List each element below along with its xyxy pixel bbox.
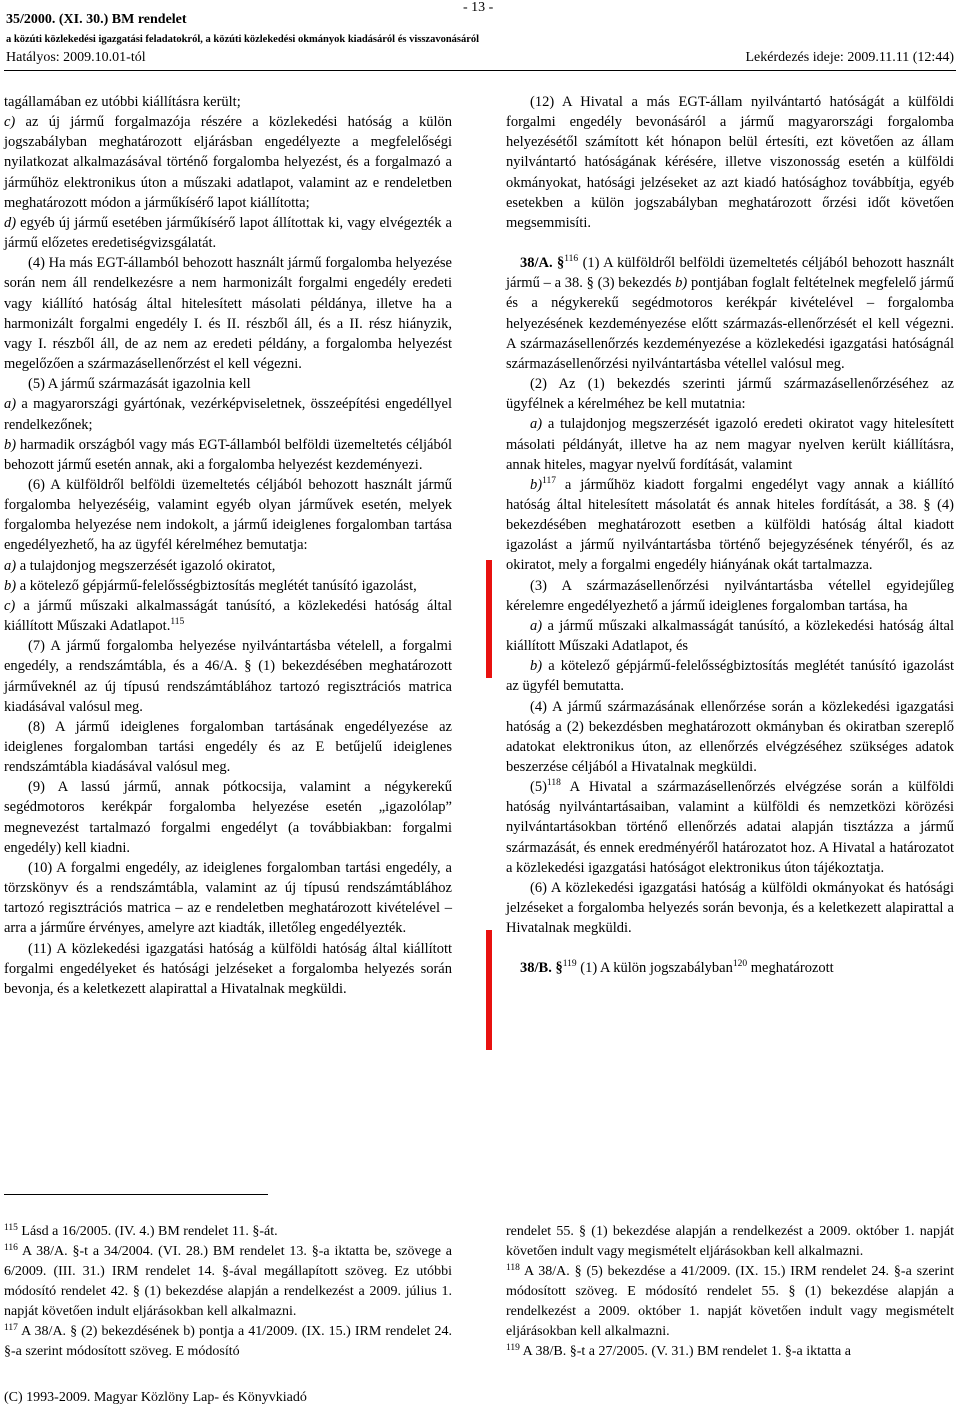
paragraph: a) a tulajdonjog megszerzését igazoló eredeti okiratot vagy hitelesített másolati példányát, illetve ha az nem magyar nyelven került kiállításra, annak hiteles, magyar nyelvű fordítását, valamint xyxy=(506,416,954,473)
footnote-ref[interactable]: 116 xyxy=(564,254,579,265)
footnote: $^{118}$ A 38/A. § (5) bekezdése a 41/2009. (IX. 15.) IRM rendelet 24. §-a szerint módosított szöveg. E módosító rendelet 55. § (1) bekezdése alapján a rendelkezést a 2009. október 1. napját követően indult vagy megismételt eljárásokban kell alkalmazni. xyxy=(506,1263,954,1339)
right-column xyxy=(506,92,954,979)
footnote: $^{119}$ A 38/B. §-t a 27/2005. (V. 31.) BM rendelet 1. §-a iktatta a xyxy=(506,1343,851,1359)
copyright-notice: (C) 1993-2009. Magyar Közlöny Lap- és Könyvkiadó xyxy=(4,1390,307,1405)
footnote: $^{116}$ A 38/A. §-t a 34/2004. (VI. 28.) BM rendelet 13. §-a iktatta be, szövege a 6/2009. (III. 31.) IRM rendelet 14. §-ával megállapított szöveg. Ez utóbbi módosító rendelet 42. § (1) bekezdése alapján a rendelkezést a 2009. július 1. napját követően indult eljárásokban kell alkalmazni. xyxy=(4,1243,452,1319)
paragraph: (4) A jármű származásának ellenőrzése során a közlekedési igazgatási hatóság a (2) bekezdésben meghatározott okmányban és okiratban szereplő adatokat elektronikus úton, az ellenőrzés elvégzéséhez szükséges adatok beszerzése céljából a Hivatalnak megküldi. xyxy=(506,698,954,775)
page-number: - 13 - xyxy=(463,0,494,15)
footnote-ref[interactable]: 118 xyxy=(546,778,561,789)
query-time: Lekérdezés ideje: 2009.11.11 (12:44) xyxy=(745,50,954,65)
left-column xyxy=(4,92,452,999)
paragraph: (8) A jármű ideiglenes forgalomban tartásának engedélyezése az ideiglenes forgalomban tartási engedély és az E betűjelű ideiglenes rendszámtábla kiadásával valósul meg. xyxy=(4,718,452,776)
paragraph: (3) A származásellenőrzési nyilvántartásba vétellel egyidejűleg kérelemre engedélyezhető a jármű ideiglenes forgalomban tartása, ha xyxy=(506,577,954,614)
paragraph: (6) A külföldről belföldi üzemeltetés céljából behozott használt jármű forgalomba helyezéséig, valamint egyéb olyan járművek esetén, melyek forgalomba helyezése nem indokolt, a jármű ideiglenes forgalomban tartása engedélyezhető, ha az ügyfél kérelméhez bemutatja: xyxy=(4,476,452,554)
footnote-ref[interactable]: 120 xyxy=(732,959,748,970)
paragraph: (5) A jármű származását igazolnia kell xyxy=(28,376,251,393)
paragraph: c) az új jármű forgalmazója részére a közlekedési hatóság a külön jogszabályban meghatározott eljárásban engedélyezte a megfelelőségi nyilatkozat alkalmazásával történő forgalomba helyezést, és a forgalmazó a járműhöz elektronikus úton a műszaki adatlapot, valamint az e rendeletben meghatározott módon a járműkísérő lapot kiállította; xyxy=(4,114,452,211)
footnote: $^{117}$ A 38/A. § (2) bekezdésének b) pontja a 41/2009. (IX. 15.) IRM rendelet 24. §-a szerint módosított szöveg. E módosító xyxy=(4,1323,452,1359)
footnote-divider xyxy=(4,1194,268,1195)
paragraph: (12) A Hivatal a más EGT-állam nyilvántartó hatóságát a külföldi forgalmi engedély bevonásáról a jármű magyarországi forgalomba helyezésétől számított két hónapon belül értesíti, ezt követően az állam nyilvántartó hatóságának kérésére, illetve viszonosság esetén a külföldi okmányokat, hatósági jelzéseket az azt kiadó hatósághoz továbbítja, egyéb esetekben a külön jogszabályban meghatározott őrzési időt követően megsemmisíti. xyxy=(506,94,954,231)
paragraph: b) harmadik országból vagy más EGT-államból belföldi üzemeltetés céljából behozott jármű esetén annak, aki a forgalomba helyezést kezdeményezi. xyxy=(4,436,452,473)
footnote: rendelet 55. § (1) bekezdése alapján a rendelkezést a 2009. október 1. napját követően indult vagy megismételt eljárásokban kell alkalmazni. xyxy=(506,1224,954,1259)
effective-date: Hatályos: 2009.10.01-tól xyxy=(6,50,146,65)
paragraph: d) egyéb új jármű esetében járműkísérő lapot állítottak ki, vagy elvégezték a jármű előzetes eredetiségvizsgálatát. xyxy=(4,214,452,252)
paragraph: (7) A jármű forgalomba helyezése nyilvántartásba vételell, a forgalmi engedély, a rendszámtábla, és a 46/A. § (1) bekezdésében meghatározott járműveknél az új típusú rendszámtáblához tartozó regisztrációs matrica kiadásával valósul meg. xyxy=(4,638,452,715)
paragraph: (9) A lassú jármű, annak pótkocsija, valamint a négykerekű segédmotoros kerékpár forgalomba helyezése esetén „igazolólap” megnevezést tartalmazó forgalmi engedélyt (a továbbiakban: forgalmi engedély) kell kiadni. xyxy=(4,779,452,856)
paragraph: a) a tulajdonjog megszerzését igazoló okiratot, xyxy=(4,557,276,574)
paragraph: c) a jármű műszaki alkalmasságát tanúsító, a közlekedési hatóság által kiállított Műszaki Adatlapot.$^{115}$ xyxy=(4,597,452,635)
document-title: 35/2000. (XI. 30.) BM rendelet xyxy=(6,12,187,27)
footnote-ref[interactable]: 117 xyxy=(542,475,556,486)
section-38b: 38/B. §$^{119}$ (1) A külön jogszabályban$^{120}$ meghatározott xyxy=(520,959,834,977)
paragraph: a) a jármű műszaki alkalmasságát tanúsító, a közlekedési hatóság által kiállított Műszaki Adatlapot, és xyxy=(506,617,954,655)
footnotes-left xyxy=(4,1222,452,1362)
revision-bar xyxy=(486,560,492,678)
footnotes-right xyxy=(506,1222,954,1362)
paragraph: b) a kötelező gépjármű-felelősségbiztosítás meglétét tanúsító igazolást az ügyfél bemutatta. xyxy=(506,658,954,695)
paragraph: b) a kötelező gépjármű-felelősségbiztosítás meglétét tanúsító igazolást, xyxy=(4,577,417,594)
paragraph: (4) Ha más EGT-államból behozott használt jármű forgalomba helyezése során nem áll rendelkezésre a nem harmonizált forgalmi engedély eredeti vagy kiállító hatóság által hitelesített másolati példánya, illetve ha a harmonizált forgalmi engedély I. és II. részből áll, és a II. rész hiányzik, vagy I. részből áll, de az nem az eredeti példány, a forgalomba helyezést megelőzően a származásellenőrzést el kell végezni. xyxy=(4,255,452,373)
footnote-ref[interactable]: 115 xyxy=(170,617,185,628)
header-divider xyxy=(4,70,956,71)
footnote: $^{115}$ Lásd a 16/2005. (IV. 4.) BM rendelet 11. §-át. xyxy=(4,1223,278,1239)
paragraph: b)$^{117}$ a járműhöz kiadott forgalmi engedélyt vagy annak a kiállító hatóság által hitelesített másolatát és annak hiteles fordítását, a 38. § (4) bekezdésében meghatározott esetben a külföldi hatóság által kiadott igazolást a jármű nyilvántartásba történő bejegyzésének tényéről, és az okiratot, mely a forgalmi engedély hiányának okát tartalmazza. xyxy=(506,475,954,574)
section-38a: 38/A. §$^{116}$ (1) A külföldről belföldi üzemeltetés céljából behozott használt jármű – a 38. § (3) bekezdés b) pontjában foglalt feltételnek megfelelő jármű és a négykerekű segédmotoros kerékpár kivételével – forgalomba helyezésének kezdeményezése előtt származás-ellenőrzését el kell végezni. A származásellenőrzés kezdeményezése a közlekedési igazgatási hatóságnál származásellenőrzési nyilvántartásba vétellel valósul meg. xyxy=(506,254,955,372)
document-subtitle: a közúti közlekedési igazgatási feladatokról, a közúti közlekedési okmányok kiadásáról és visszavonásáról xyxy=(6,34,480,45)
paragraph: (2) Az (1) bekezdés szerinti jármű származásellenőrzéséhez az ügyfélnek a kérelméhez be kell mutatnia: xyxy=(506,376,954,413)
paragraph: (11) A közlekedési igazgatási hatóság a külföldi hatóság által kiállított forgalmi engedélyeket és hatósági jelzéseket a forgalomba helyezés során bevonja, és a keletkezett alapirattal a Hivatalnak megküldi. xyxy=(4,940,452,997)
paragraph: (6) A közlekedési igazgatási hatóság a külföldi okmányokat és hatósági jelzéseket a forgalomba helyezés során bevonja, és a keletkezett alapirattal a Hivatalnak megküldi. xyxy=(506,879,954,937)
revision-bar xyxy=(486,930,492,1050)
paragraph: $(5)^{118}$ A Hivatal a származásellenőrzés elvégzése során a külföldi hatóság nyilvántartásaiban, valamint a külföldi és nemzetközi körözési nyilvántartásokban történő ellenőrzés adatai alapján tisztázza a jármű származását, és ennek eredményéről határozatot hoz. A Hivatal a határozatot a közlekedési igazgatási hatóságot elektronikus úton tájékoztatja. xyxy=(506,778,954,876)
footnote-ref[interactable]: 119 xyxy=(562,959,577,970)
paragraph: (10) A forgalmi engedély, az ideiglenes forgalomban tartási engedély, a törzskönyv és a rendszámtábla, valamint az új típusú rendszámtáblához tartozó regisztrációs matrica – az e rendeletben meghatározott kivételével – arra a járműre érvényes, amelyre azt kiadták, illetőleg engedélyezték. xyxy=(4,859,452,937)
paragraph: a) a magyarországi gyártónak, vezérképviseletnek, összeépítési engedéllyel rendelkezőnek; xyxy=(4,396,452,433)
paragraph: tagállamában ez utóbbi kiállításra került; xyxy=(4,94,241,110)
